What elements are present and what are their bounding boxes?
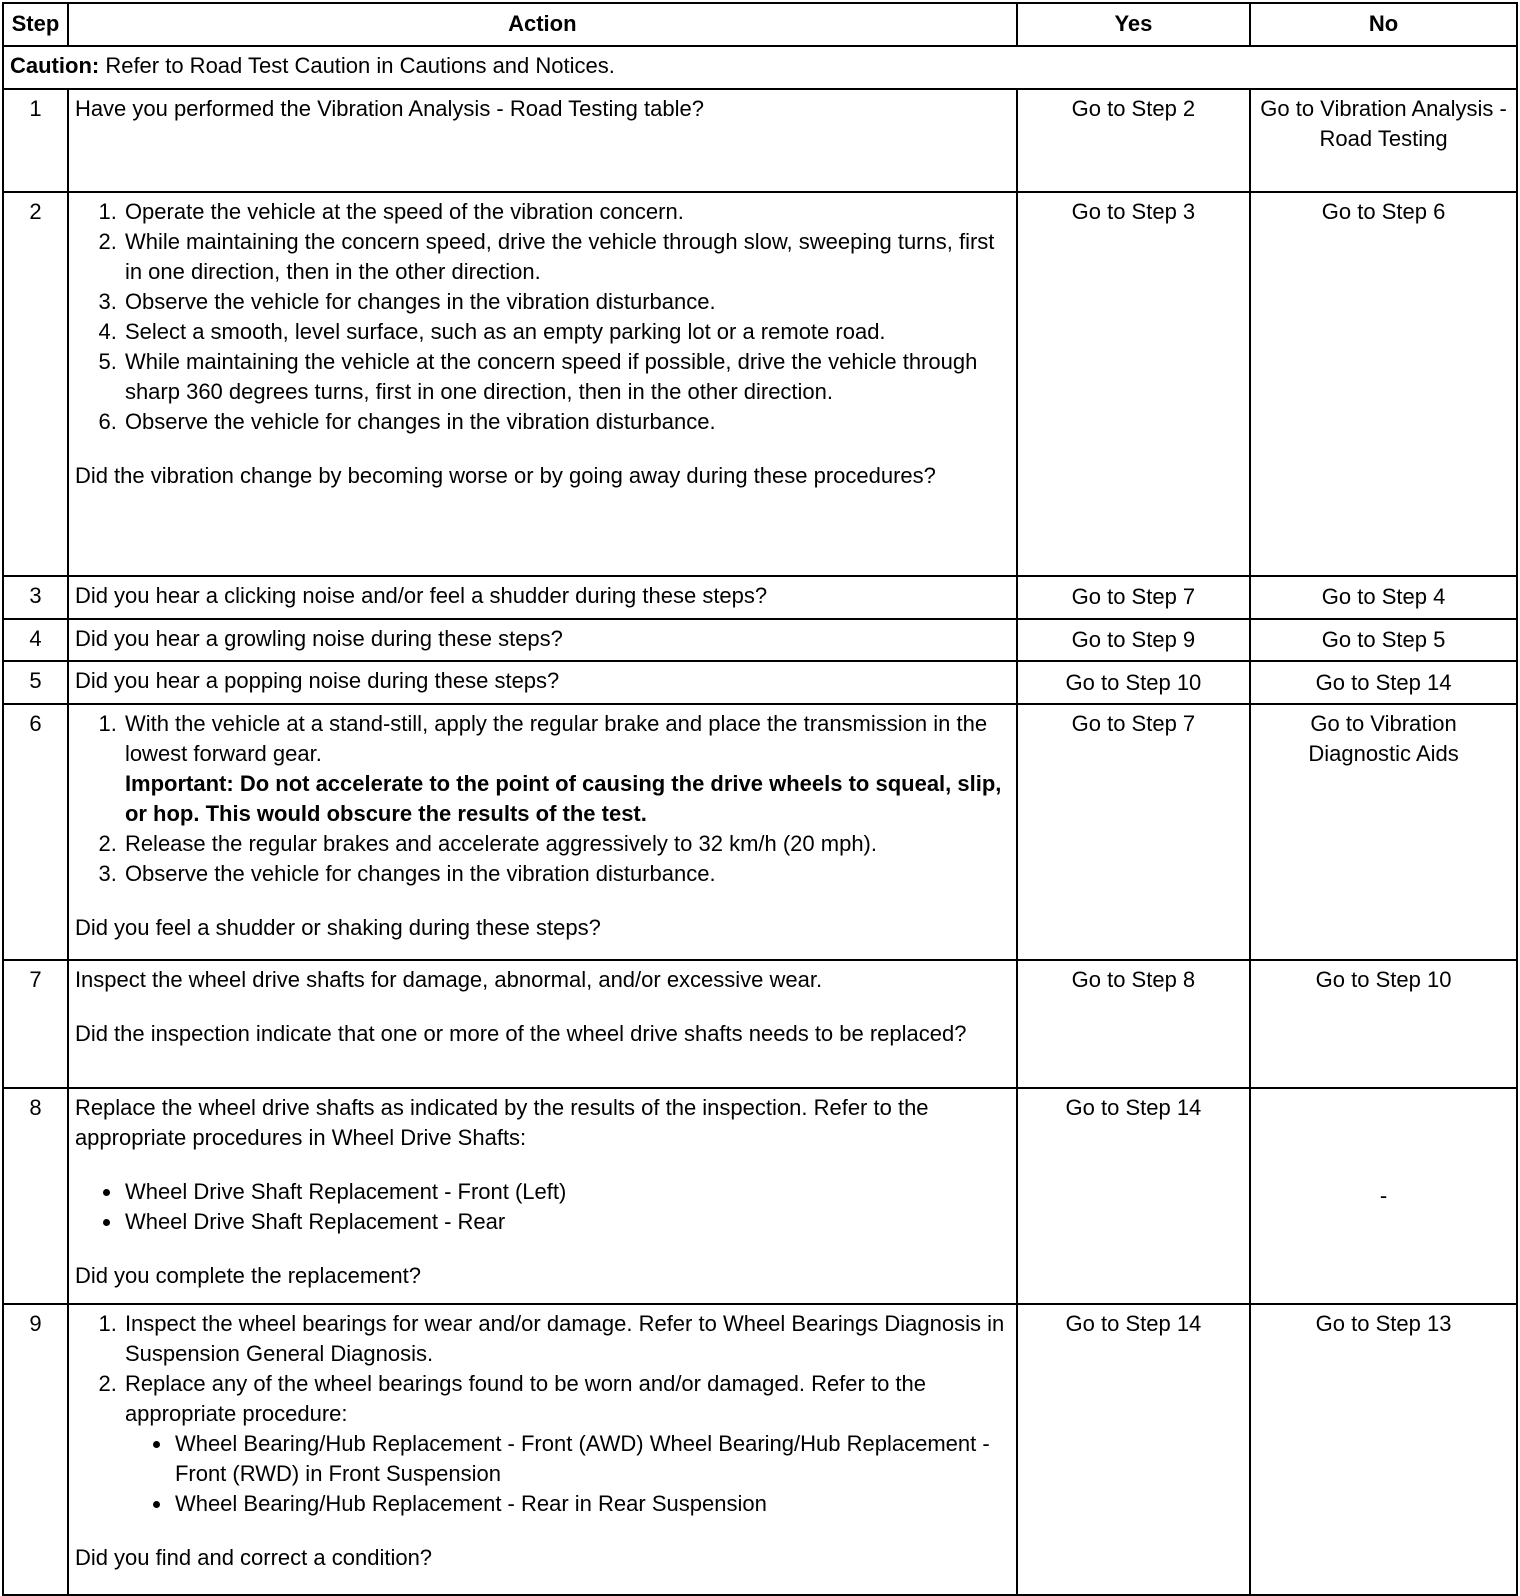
yes-result: Go to Step 2: [1017, 89, 1250, 192]
no-result: Go to Step 6: [1250, 192, 1517, 576]
list-item-text: 2. Replace any of the wheel bearings found to be worn and/or damaged. Refer to the appropriate procedure:: [124, 1371, 927, 1427]
bullet-item: • Wheel Bearing/Hub Replacement - Front (AWD) Wheel Bearing/Hub Replacement - Front (RWD) in Front Suspension: [173, 1429, 1010, 1489]
bullet-item: • Wheel Bearing/Hub Replacement - Rear in Rear Suspension: [173, 1489, 1010, 1519]
header-yes: Yes: [1017, 3, 1250, 46]
question-text: Did you feel a shudder or shaking during these steps?: [74, 914, 601, 940]
caution-text: Refer to Road Test Caution in Cautions and Notices.: [99, 52, 615, 78]
step-number: 2: [3, 192, 68, 576]
bullet-item: • Wheel Drive Shaft Replacement - Rear: [123, 1207, 1010, 1237]
question-text: Did the inspection indicate that one or more of the wheel drive shafts needs to be replaced?: [74, 1021, 967, 1046]
header-action: Action: [68, 3, 1017, 46]
header-no: No: [1250, 3, 1517, 46]
spacer: [75, 1519, 1010, 1543]
action-cell: [68, 960, 1017, 1088]
table-row: [3, 576, 1517, 619]
no-result: Go to Step 4: [1250, 576, 1517, 619]
list-item: 1. Operate the vehicle at the speed of the vibration concern.: [123, 197, 1010, 227]
question-text: Did you find and correct a condition?: [74, 1545, 433, 1571]
instruction-text: Replace the wheel drive shafts as indicated by the results of the inspection. Refer to the appropriate procedures in Wheel Drive Shafts:: [74, 1094, 929, 1150]
yes-result: Go to Step 3: [1017, 192, 1250, 576]
table-row: [3, 619, 1517, 662]
table-row: [3, 704, 1517, 960]
list-item: 1. Inspect the wheel bearings for wear and/or damage. Refer to Wheel Bearings Diagnosis in Suspension General Diagnosis.: [123, 1309, 1010, 1369]
question-text: Did the vibration change by becoming worse or by going away during these procedures?: [74, 463, 936, 489]
yes-result: Go to Step 7: [1017, 704, 1250, 960]
table-row: [3, 1304, 1517, 1595]
procedure-list: [75, 709, 1010, 889]
list-item: [123, 709, 1010, 829]
list-item: 5. While maintaining the vehicle at the concern speed if possible, drive the vehicle through sharp 360 degrees turns, first in one direction, then in the other direction.: [123, 347, 1010, 407]
list-item-text: 1. With the vehicle at a stand-still, apply the regular brake and place the transmission in the lowest forward gear.: [124, 710, 988, 766]
step-number: 9: [3, 1304, 68, 1595]
action-cell: [68, 192, 1017, 576]
yes-result: Go to Step 7: [1017, 576, 1250, 619]
step-number: 7: [3, 960, 68, 1088]
spacer: [75, 437, 1010, 461]
action-cell: Did you hear a growling noise during these steps?: [68, 619, 1017, 662]
list-item: 3. Observe the vehicle for changes in the vibration disturbance.: [123, 287, 1010, 317]
table-row: [3, 89, 1517, 192]
no-result: Go to Vibration Analysis - Road Testing: [1250, 89, 1517, 192]
list-item: [123, 1369, 1010, 1519]
list-item: 2. While maintaining the concern speed, drive the vehicle through slow, sweeping turns, first in one direction, then in the other direction.: [123, 227, 1010, 287]
spacer: [75, 1153, 1010, 1177]
instruction-text: Inspect the wheel drive shafts for damage, abnormal, and/or excessive wear.: [74, 967, 823, 992]
action-cell: [68, 1088, 1017, 1305]
step-number: 5: [3, 661, 68, 704]
no-result: Go to Vibration Diagnostic Aids: [1250, 704, 1517, 960]
no-result: Go to Step 13: [1250, 1304, 1517, 1595]
action-cell: [68, 89, 1017, 192]
important-note: Important: Do not accelerate to the point of causing the drive wheels to squeal, slip, or hop. This would obscure the results of the test.: [124, 770, 1002, 826]
caution-row: [3, 46, 1517, 90]
caution-label: Caution:: [10, 52, 100, 78]
yes-result: Go to Step 14: [1017, 1088, 1250, 1305]
diagnostic-table: [2, 2, 1518, 1596]
bullet-item: • Wheel Drive Shaft Replacement - Front (Left): [123, 1177, 1010, 1207]
step-number: 8: [3, 1088, 68, 1305]
action-cell: [68, 1304, 1017, 1595]
spacer: [75, 1237, 1010, 1261]
yes-result: Go to Step 8: [1017, 960, 1250, 1088]
question-text: Did you complete the replacement?: [74, 1262, 422, 1288]
procedure-bullets: [75, 1177, 1010, 1237]
procedure-list: [75, 197, 1010, 437]
procedure-list: [75, 1309, 1010, 1519]
question-text: Have you performed the Vibration Analysis - Road Testing table?: [74, 96, 704, 122]
action-cell: [68, 704, 1017, 960]
list-item: 2. Release the regular brakes and accelerate aggressively to 32 km/h (20 mph).: [123, 829, 1010, 859]
no-result: Go to Step 14: [1250, 661, 1517, 704]
yes-result: Go to Step 14: [1017, 1304, 1250, 1595]
table-row: [3, 192, 1517, 576]
no-result: -: [1250, 1088, 1517, 1305]
header-row: [3, 3, 1517, 46]
no-result: Go to Step 10: [1250, 960, 1517, 1088]
procedure-bullets: [125, 1429, 1010, 1519]
table-row: [3, 1088, 1517, 1305]
step-number: 1: [3, 89, 68, 192]
step-number: 4: [3, 619, 68, 662]
action-cell: Did you hear a clicking noise and/or feel a shudder during these steps?: [68, 576, 1017, 619]
caution-cell: [3, 46, 1517, 90]
step-number: 3: [3, 576, 68, 619]
spacer: [75, 889, 1010, 913]
yes-result: Go to Step 10: [1017, 661, 1250, 704]
action-cell: Did you hear a popping noise during these steps?: [68, 661, 1017, 704]
list-item: 4. Select a smooth, level surface, such as an empty parking lot or a remote road.: [123, 317, 1010, 347]
spacer: [75, 995, 1010, 1019]
step-number: 6: [3, 704, 68, 960]
no-result: Go to Step 5: [1250, 619, 1517, 662]
table-row: [3, 960, 1517, 1088]
header-step: Step: [3, 3, 68, 46]
table-row: [3, 661, 1517, 704]
yes-result: Go to Step 9: [1017, 619, 1250, 662]
list-item: 3. Observe the vehicle for changes in the vibration disturbance.: [123, 859, 1010, 889]
list-item: 6. Observe the vehicle for changes in the vibration disturbance.: [123, 407, 1010, 437]
